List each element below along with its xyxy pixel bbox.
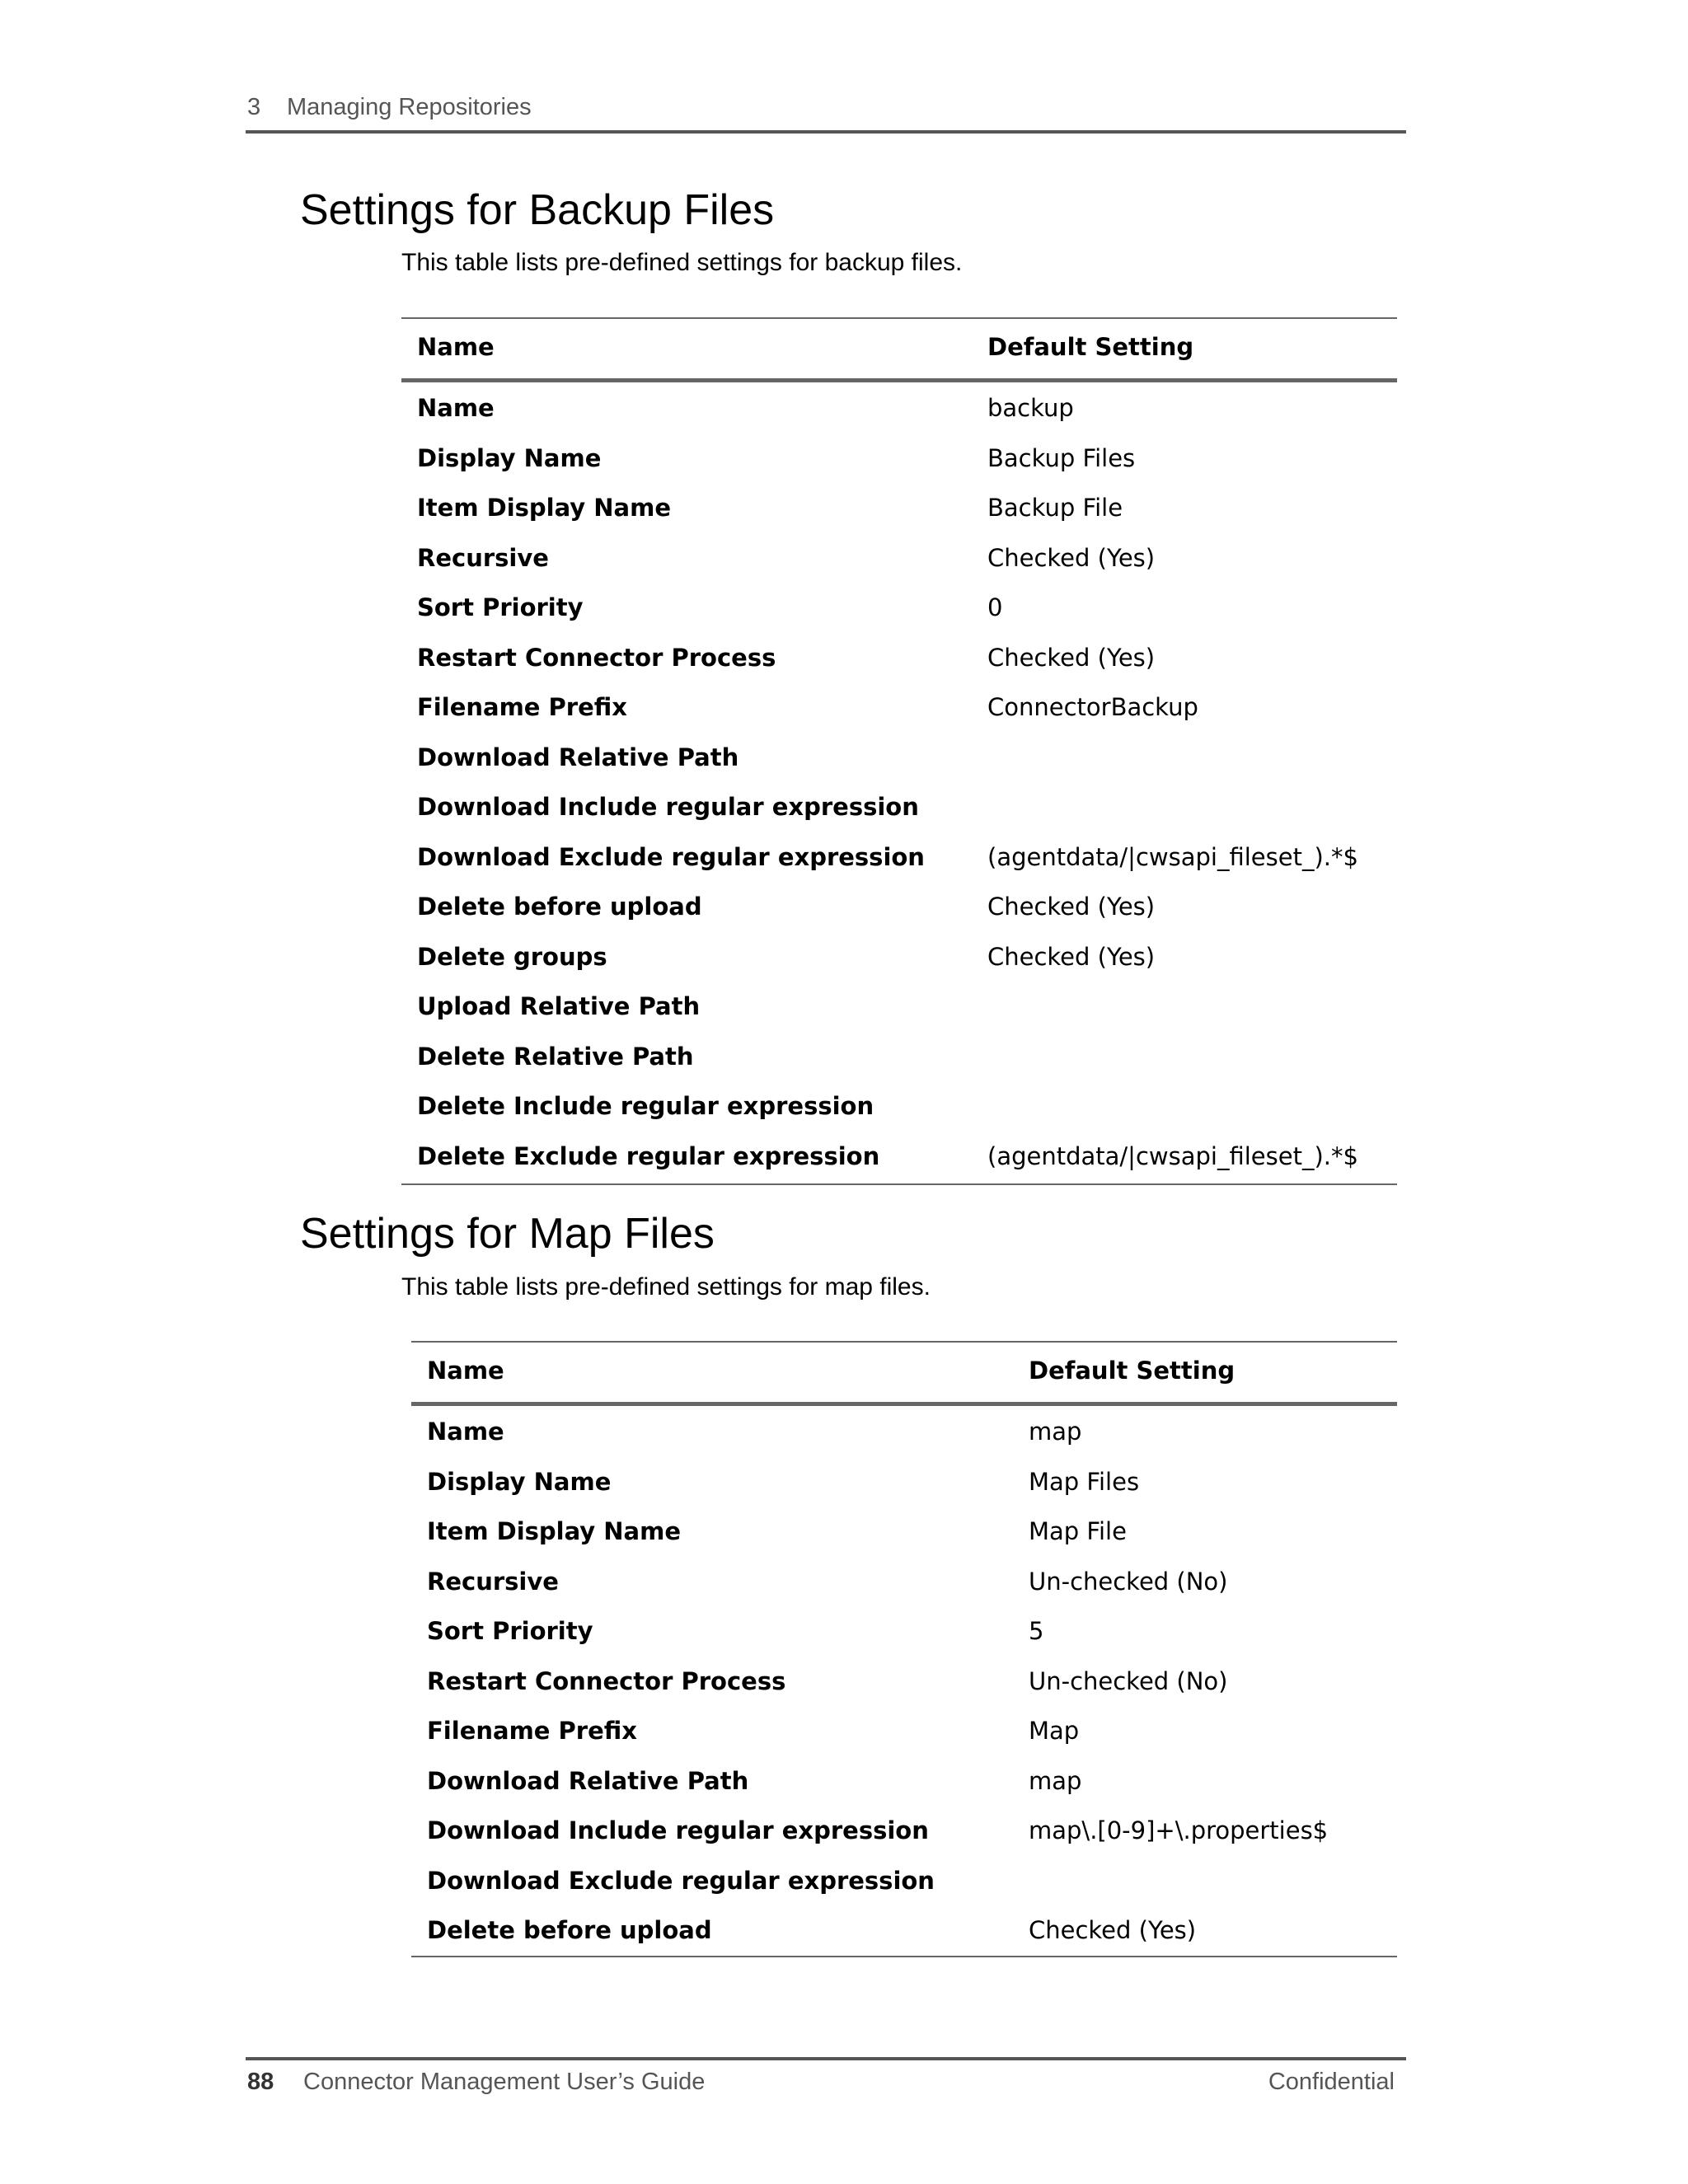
running-footer bbox=[246, 2057, 1406, 2102]
setting-name: Download Relative Path bbox=[427, 1766, 749, 1795]
setting-name: Name bbox=[417, 394, 495, 422]
setting-name: Display Name bbox=[417, 443, 602, 472]
table-row bbox=[401, 484, 1397, 534]
backup-settings-table bbox=[401, 317, 1397, 1185]
column-header-name: Name bbox=[427, 1357, 504, 1385]
table-row bbox=[401, 883, 1397, 933]
table-row bbox=[411, 1807, 1397, 1857]
setting-name: Download Include regular expression bbox=[417, 793, 919, 821]
page-number: 88 bbox=[247, 2069, 274, 2095]
setting-name: Download Exclude regular expression bbox=[427, 1866, 935, 1895]
setting-value: map bbox=[1029, 1766, 1082, 1795]
table-row bbox=[411, 1408, 1397, 1458]
setting-value: Checked (Yes) bbox=[987, 543, 1156, 572]
setting-name: Delete before upload bbox=[427, 1916, 712, 1944]
table-row bbox=[401, 733, 1397, 784]
table-row bbox=[411, 1906, 1397, 1957]
setting-value: Un-checked (No) bbox=[1029, 1666, 1228, 1695]
setting-value: Backup Files bbox=[987, 443, 1136, 472]
setting-value: (agentdata/|cwsapi_fileset_).*$ bbox=[987, 842, 1358, 871]
column-header-name: Name bbox=[417, 333, 495, 361]
running-header bbox=[246, 91, 1406, 134]
table-row bbox=[401, 534, 1397, 584]
table-header-row bbox=[411, 1343, 1397, 1406]
table-body bbox=[411, 1406, 1397, 1956]
setting-value: map bbox=[1029, 1418, 1082, 1446]
table-header-row bbox=[401, 319, 1397, 382]
setting-value: Checked (Yes) bbox=[987, 893, 1156, 921]
table-row bbox=[411, 1458, 1397, 1508]
table-row bbox=[411, 1857, 1397, 1907]
guide-title: Connector Management User’s Guide bbox=[303, 2069, 706, 2095]
setting-name: Restart Connector Process bbox=[427, 1666, 786, 1695]
setting-value: map\.[0-9]+\.properties$ bbox=[1029, 1816, 1329, 1844]
setting-value: Map File bbox=[1029, 1517, 1127, 1545]
table-row bbox=[411, 1558, 1397, 1608]
setting-value: (agentdata/|cwsapi_fileset_).*$ bbox=[987, 1141, 1358, 1170]
setting-value: backup bbox=[987, 394, 1074, 422]
setting-name: Upload Relative Path bbox=[417, 992, 701, 1020]
setting-name: Sort Priority bbox=[417, 593, 584, 621]
table-row bbox=[401, 634, 1397, 684]
setting-value: 0 bbox=[987, 593, 1003, 621]
table-row bbox=[401, 783, 1397, 833]
backup-section-intro: This table lists pre-defined settings for backup files. bbox=[401, 249, 963, 276]
table-row bbox=[401, 384, 1397, 434]
column-header-default-setting: Default Setting bbox=[1029, 1357, 1236, 1385]
table-row bbox=[401, 434, 1397, 485]
setting-name: Item Display Name bbox=[417, 494, 672, 522]
setting-name: Filename Prefix bbox=[417, 693, 627, 721]
setting-value: ConnectorBackup bbox=[987, 693, 1198, 721]
setting-name: Display Name bbox=[427, 1467, 612, 1496]
confidentiality-label: Confidential bbox=[1268, 2069, 1395, 2095]
setting-name: Download Exclude regular expression bbox=[417, 842, 925, 871]
column-header-default-setting: Default Setting bbox=[987, 333, 1194, 361]
table-row bbox=[411, 1657, 1397, 1708]
setting-name: Delete groups bbox=[417, 942, 607, 971]
map-settings-table bbox=[411, 1341, 1397, 1957]
chapter-title: Managing Repositories bbox=[287, 94, 532, 120]
table-row bbox=[401, 1082, 1397, 1132]
table-row bbox=[401, 933, 1397, 983]
table-row bbox=[411, 1507, 1397, 1558]
setting-name: Delete before upload bbox=[417, 893, 702, 921]
table-body bbox=[401, 382, 1397, 1183]
table-row bbox=[401, 1033, 1397, 1083]
map-section-title: Settings for Map Files bbox=[300, 1210, 715, 1258]
setting-name: Restart Connector Process bbox=[417, 643, 776, 672]
setting-value: Backup File bbox=[987, 494, 1123, 522]
setting-name: Recursive bbox=[427, 1567, 559, 1596]
table-row bbox=[411, 1607, 1397, 1657]
setting-name: Item Display Name bbox=[427, 1517, 682, 1545]
setting-name: Download Include regular expression bbox=[427, 1816, 929, 1844]
setting-name: Sort Priority bbox=[427, 1617, 593, 1645]
setting-name: Recursive bbox=[417, 543, 549, 572]
setting-value: Un-checked (No) bbox=[1029, 1567, 1228, 1596]
table-row bbox=[401, 583, 1397, 634]
setting-value: 5 bbox=[1029, 1617, 1044, 1645]
setting-name: Delete Exclude regular expression bbox=[417, 1141, 880, 1170]
setting-name: Filename Prefix bbox=[427, 1717, 637, 1745]
map-section-intro: This table lists pre-defined settings for map files. bbox=[401, 1273, 931, 1301]
setting-value: Map Files bbox=[1029, 1467, 1140, 1496]
setting-value: Checked (Yes) bbox=[987, 942, 1156, 971]
table-row bbox=[401, 683, 1397, 733]
chapter-number: 3 bbox=[247, 94, 261, 120]
setting-name: Delete Include regular expression bbox=[417, 1092, 874, 1120]
table-row bbox=[401, 982, 1397, 1033]
setting-value: Map bbox=[1029, 1717, 1080, 1745]
setting-name: Name bbox=[427, 1418, 504, 1446]
table-row bbox=[411, 1757, 1397, 1807]
backup-section-title: Settings for Backup Files bbox=[300, 186, 775, 234]
table-row bbox=[401, 833, 1397, 883]
table-row bbox=[411, 1707, 1397, 1757]
table-row bbox=[401, 1132, 1397, 1183]
setting-value: Checked (Yes) bbox=[1029, 1916, 1197, 1944]
setting-name: Download Relative Path bbox=[417, 743, 739, 771]
setting-value: Checked (Yes) bbox=[987, 643, 1156, 672]
setting-name: Delete Relative Path bbox=[417, 1042, 694, 1071]
